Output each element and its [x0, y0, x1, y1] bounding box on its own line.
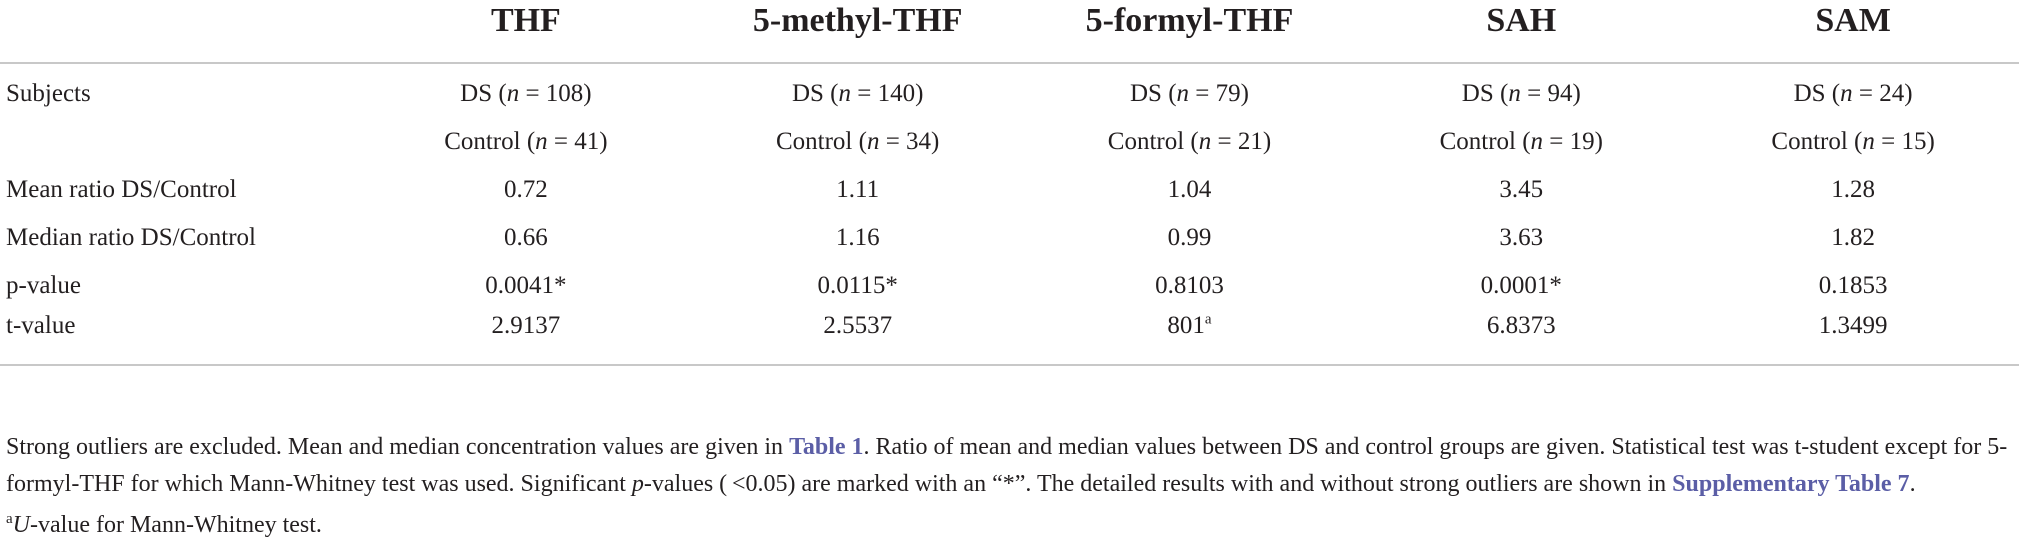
cell-text-suffix: = 41) — [547, 128, 608, 155]
table-cell — [360, 118, 692, 166]
u-value-note — [6, 507, 2011, 544]
table-cell — [360, 214, 692, 262]
cell-text: 0.99 — [1167, 224, 1212, 251]
cell-text: DS ( — [460, 80, 507, 107]
column-header: 5-methyl-THF — [692, 0, 1024, 63]
n-variable: n — [866, 128, 880, 155]
cell-text: Control ( — [775, 128, 867, 155]
table-row — [0, 214, 2019, 262]
cell-text: 2.5537 — [823, 312, 893, 339]
table-cell — [1024, 262, 1356, 310]
header-blank — [0, 0, 360, 63]
column-header: SAH — [1355, 0, 1687, 63]
footnote-text-1: Strong outliers are excluded. Mean and median concentration values are given in — [6, 434, 790, 460]
table-cell — [1355, 118, 1687, 166]
table-cell — [1355, 166, 1687, 214]
cell-text: Control ( — [1439, 128, 1531, 155]
n-variable: n — [1508, 80, 1521, 107]
n-variable: n — [1176, 80, 1190, 107]
cell-text-suffix: = 19) — [1543, 128, 1603, 155]
u-variable: U — [12, 512, 31, 538]
table-cell — [1687, 166, 2019, 214]
table-cell — [1687, 310, 2019, 365]
note-text: -value for Mann-Whitney test. — [30, 512, 322, 538]
table-cell — [1687, 63, 2019, 118]
table-cell — [692, 63, 1024, 118]
table-cell — [360, 310, 692, 365]
n-variable: n — [1530, 128, 1544, 155]
footnote-mark: a — [1204, 311, 1212, 328]
cell-text: 0.0001* — [1480, 272, 1562, 299]
table-cell — [360, 262, 692, 310]
cell-text-suffix: = 34) — [879, 128, 940, 155]
row-label: Subjects — [6, 80, 91, 107]
cell-text: 0.0041* — [485, 272, 567, 299]
cell-text: 6.8373 — [1486, 312, 1556, 339]
cell-text: Control ( — [444, 128, 536, 155]
footnote-text-4: . — [1909, 471, 1916, 497]
table-cell — [1687, 118, 2019, 166]
cell-text-suffix: = 24) — [1852, 80, 1913, 107]
cell-text: 2.9137 — [491, 312, 561, 339]
column-header: 5-formyl-THF — [1024, 0, 1356, 63]
table-cell — [1687, 262, 2019, 310]
cell-text: 801 — [1167, 312, 1205, 339]
table-cell — [360, 166, 692, 214]
cell-text: 3.63 — [1499, 224, 1544, 251]
table-row — [0, 63, 2019, 118]
cell-text: 1.28 — [1831, 176, 1875, 203]
cell-text: 1.04 — [1167, 176, 1212, 203]
cell-text-suffix: = 21) — [1211, 128, 1272, 155]
column-header: THF — [360, 0, 692, 63]
n-variable: n — [535, 128, 548, 155]
table-row — [0, 310, 2019, 365]
table-cell — [692, 118, 1024, 166]
cell-text: Control ( — [1771, 128, 1863, 155]
cell-text: 0.0115* — [817, 272, 898, 299]
cell-text: DS ( — [1130, 80, 1177, 107]
cell-text: DS ( — [791, 80, 839, 107]
cell-text-suffix: = 140) — [851, 80, 924, 107]
row-label: Mean ratio DS/Control — [6, 176, 237, 203]
cell-text: DS ( — [1793, 80, 1841, 107]
table-cell — [692, 310, 1024, 365]
header-row — [0, 0, 2019, 63]
p-variable: p — [631, 471, 644, 497]
supplementary-table-7-link[interactable]: Supplementary Table 7 — [1672, 471, 1910, 497]
cell-text-suffix: = 79) — [1189, 80, 1249, 107]
cell-text: 0.66 — [504, 224, 548, 251]
table-row — [0, 262, 2019, 310]
table-cell — [1024, 118, 1356, 166]
cell-text: 3.45 — [1499, 176, 1544, 203]
cell-text: DS ( — [1461, 80, 1509, 107]
table-cell — [1355, 310, 1687, 365]
cell-text: Control ( — [1107, 128, 1199, 155]
row-label: t-value — [0, 310, 360, 365]
table-row — [0, 166, 2019, 214]
cell-text: 1.3499 — [1818, 312, 1888, 339]
table-cell — [1355, 262, 1687, 310]
n-variable: n — [506, 80, 520, 107]
cell-text: 1.82 — [1831, 224, 1875, 251]
table-cell — [1024, 166, 1356, 214]
table-cell — [692, 214, 1024, 262]
cell-text-suffix: = 94) — [1520, 80, 1581, 107]
n-variable: n — [1862, 128, 1875, 155]
cell-text: 0.1853 — [1818, 272, 1888, 299]
footnote-text-3: -values ( <0.05) are marked with an “*”. The detailed results with and without strong outliers are shown in — [643, 471, 1673, 497]
n-variable: n — [1840, 80, 1853, 107]
row-label: Median ratio DS/Control — [6, 224, 256, 251]
cell-text: 1.11 — [836, 176, 880, 203]
table-cell — [692, 166, 1024, 214]
footnote-text-2: . Ratio of mean and median values between DS and control groups are given. Statistical test was t-student except for 5-formyl-THF for which Mann-Whitney test was used. Significant — [6, 434, 2008, 497]
n-variable: n — [1198, 128, 1212, 155]
cell-text-suffix: = 15) — [1874, 128, 1935, 155]
table-footnote — [6, 429, 2011, 503]
table-cell — [1687, 214, 2019, 262]
cell-text: 0.8103 — [1155, 272, 1224, 299]
table-cell — [1355, 214, 1687, 262]
column-header: SAM — [1687, 0, 2019, 63]
table-1-link[interactable]: Table 1 — [789, 434, 864, 460]
table-cell — [360, 63, 692, 118]
cell-text-suffix: = 108) — [519, 80, 592, 107]
note-mark: a — [6, 511, 13, 527]
table-body — [0, 63, 2019, 365]
cell-text: 0.72 — [504, 176, 548, 203]
table-cell — [1024, 310, 1356, 365]
table-row — [0, 118, 2019, 166]
row-label — [0, 118, 360, 166]
table-cell — [1024, 63, 1356, 118]
cell-text: 1.16 — [835, 224, 880, 251]
row-label: p-value — [6, 272, 81, 299]
table-cell — [1355, 63, 1687, 118]
n-variable: n — [838, 80, 851, 107]
table-cell — [692, 262, 1024, 310]
table-cell — [1024, 214, 1356, 262]
